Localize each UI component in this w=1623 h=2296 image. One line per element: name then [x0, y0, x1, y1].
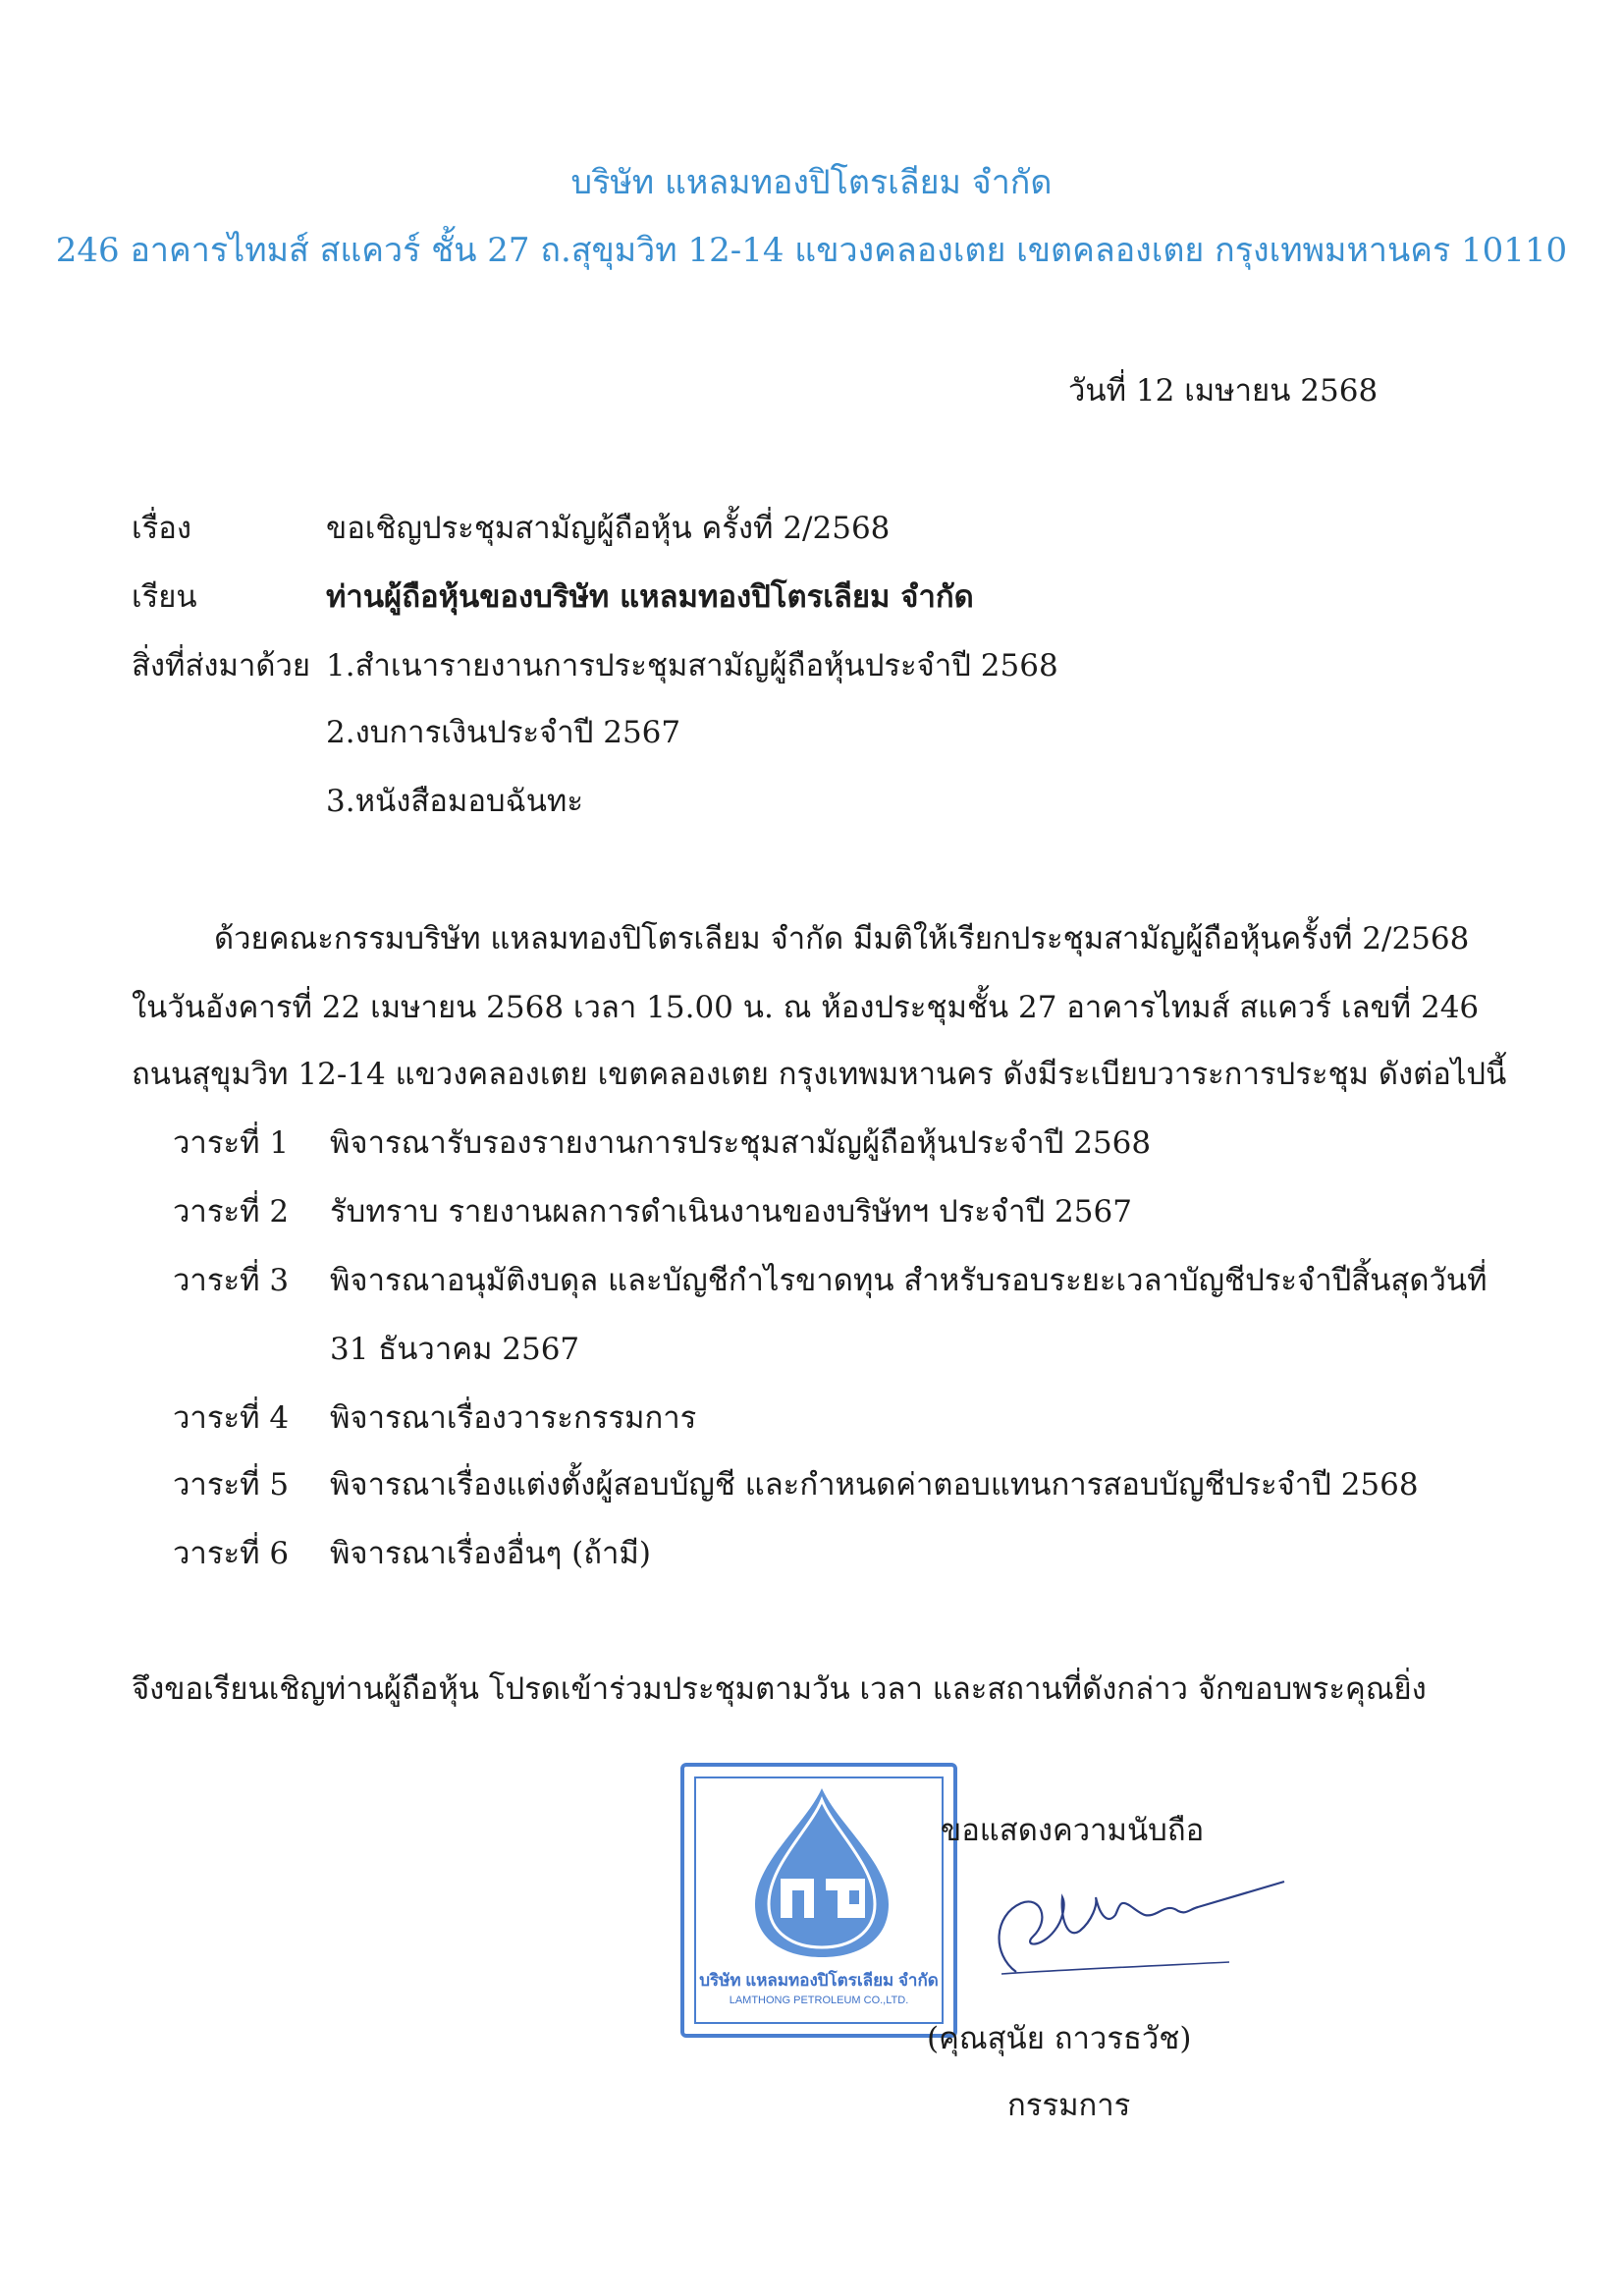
- company-stamp: [680, 1763, 957, 2038]
- subject-value: ขอเชิญประชุมสามัญผู้ถือหุ้น ครั้งที่ 2/2568: [326, 511, 891, 546]
- enclosure-item: 2.งบการเงินประจำปี 2567: [326, 715, 681, 750]
- signatory-position: กรรมการ: [1007, 2088, 1131, 2123]
- agenda-text: พิจารณารับรองรายงานการประชุมสามัญผู้ถือหุ้นประจำปี 2568: [330, 1125, 1152, 1161]
- company-logo-drop-icon: [696, 1784, 949, 1961]
- enclosure-item: 1.สำเนารายงานการประชุมสามัญผู้ถือหุ้นประจำปี 2568: [326, 648, 1058, 683]
- agenda-text: พิจารณาเรื่องอื่นๆ (ถ้ามี): [330, 1536, 651, 1571]
- letter-date: วันที่ 12 เมษายน 2568: [1068, 373, 1379, 409]
- handwritten-signature: [972, 1876, 1286, 1984]
- agenda-label: วาระที่ 4: [173, 1400, 290, 1436]
- body-line: ด้วยคณะกรรมบริษัท แหลมทองปิโตรเลียม จำกัด มีมติให้เรียกประชุมสามัญผู้ถือหุ้นครั้งที่ 2/2568: [214, 921, 1470, 957]
- agenda-label: วาระที่ 2: [173, 1194, 290, 1230]
- body-line: ถนนสุขุมวิท 12-14 แขวงคลองเตย เขตคลองเตย กรุงเทพมหานคร ดังมีระเบียบวาระการประชุม ดังต่อไปนี้: [132, 1057, 1507, 1092]
- agenda-text: รับทราบ รายงานผลการดำเนินงานของบริษัทฯ ประจำปี 2567: [330, 1194, 1132, 1230]
- agenda-label: วาระที่ 6: [173, 1536, 290, 1571]
- agenda-label: วาระที่ 1: [173, 1125, 290, 1161]
- company-address: 246 อาคารไทมส์ สแควร์ ชั้น 27 ถ.สุขุมวิท 12-14 แขวงคลองเตย เขตคลองเตย กรุงเทพมหานคร 10110: [55, 231, 1568, 270]
- enclosures-label: สิ่งที่ส่งมาด้วย: [132, 648, 311, 683]
- recipient-label: เรียน: [132, 579, 197, 615]
- company-name: บริษัท แหลมทองปิโตรเลียม จำกัด: [570, 163, 1053, 202]
- agenda-text: พิจารณาเรื่องแต่งตั้งผู้สอบบัญชี และกำหนดค่าตอบแทนการสอบบัญชีประจำปี 2568: [330, 1467, 1419, 1503]
- agenda-text: พิจารณาเรื่องวาระกรรมการ: [330, 1400, 697, 1436]
- recipient-value: ท่านผู้ถือหุ้นของบริษัท แหลมทองปิโตรเลียม จำกัด: [326, 579, 974, 615]
- stamp-name-thai: บริษัท แหลมทองปิโตรเลียม จำกัด: [699, 1971, 939, 1990]
- subject-label: เรื่อง: [132, 511, 192, 546]
- signatory-name: (คุณสุนัย ถาวรธวัช): [927, 2021, 1192, 2056]
- closing-text: จึงขอเรียนเชิญท่านผู้ถือหุ้น โปรดเข้าร่วมประชุมตามวัน เวลา และสถานที่ดังกล่าว จักขอบพระคุณยิ่ง: [132, 1671, 1427, 1707]
- agenda-label: วาระที่ 3: [173, 1263, 290, 1298]
- body-line: ในวันอังคารที่ 22 เมษายน 2568 เวลา 15.00 น. ณ ห้องประชุมชั้น 27 อาคารไทมส์ สแควร์ เลขที่ 246: [132, 990, 1480, 1025]
- agenda-label: วาระที่ 5: [173, 1467, 290, 1503]
- agenda-text-continued: 31 ธันวาคม 2567: [330, 1332, 580, 1367]
- stamp-name-english: LAMTHONG PETROLEUM CO.,LTD.: [729, 1995, 909, 2006]
- agenda-text: พิจารณาอนุมัติงบดุล และบัญชีกำไรขาดทุน สำหรับรอบระยะเวลาบัญชีประจำปีสิ้นสุดวันที่: [330, 1263, 1488, 1298]
- enclosure-item: 3.หนังสือมอบฉันทะ: [326, 784, 584, 819]
- regards-text: ขอแสดงความนับถือ: [941, 1813, 1205, 1848]
